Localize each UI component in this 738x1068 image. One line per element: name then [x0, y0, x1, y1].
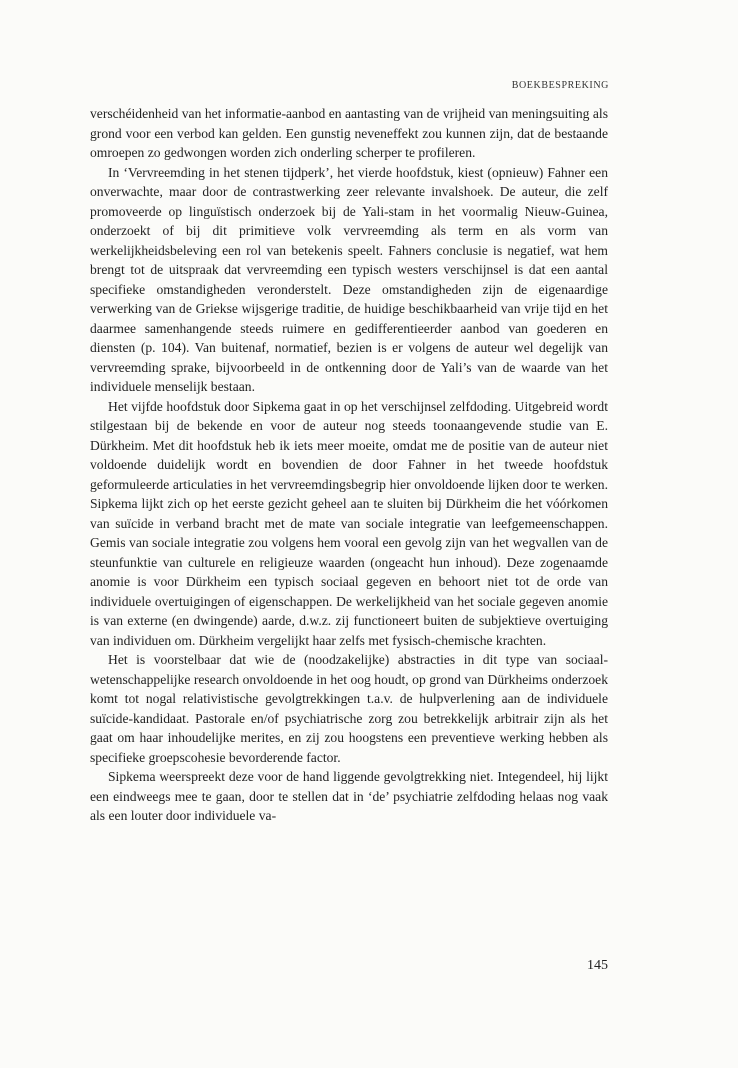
paragraph-5: Sipkema weerspreekt deze voor de hand liggende gevolgtrekking niet. Integendeel, hij lijkt een eindweegs mee te gaan, door te stellen dat in ‘de’ psychiatrie zelfdoding helaas nog vaak als een louter door individuele va-: [90, 769, 608, 823]
paragraph-3: Het vijfde hoofdstuk door Sipkema gaat in op het verschijnsel zelfdoding. Uitgebreid wordt stilgestaan bij de bekende en voor de auteur nog steeds toonaangevende studie van E. Dürkheim. Met dit hoofdstuk heb ik iets meer moeite, omdat me de positie van de auteur niet voldoende duidelijk wordt en bovendien de door Fahner in het tweede hoofdstuk geformuleerde articulaties in het vervreemdingsbegrip hier onvoldoende lijken door te werken. Sipkema lijkt zich op het eerste gezicht geheel aan te sluiten bij Dürkheim die het vóórkomen van suïcide in verband bracht met de mate van sociale integratie van leefgemeenschappen. Gemis van sociale integratie zou volgens hem vooral een gevolg zijn van het wegvallen van de steunfunktie van culturele en religieuze waarden (ongeacht hun inhoud). Deze zogenaamde anomie is voor Dürkheim een typisch sociaal gegeven en behoort niet tot de orde van individuele overtuigingen of eigenschappen. De werkelijkheid van het sociale gegeven anomie is van externe (en dwingende) aarde, d.w.z. zij functioneert buiten de subjektieve overtuiging van individuen om. Dürkheim vergelijkt haar zelfs met fysisch-chemische krachten.: [90, 398, 608, 648]
book-review-text: [90, 104, 608, 826]
paragraph-1: verschéidenheid van het informatie-aanbod en aantasting van de vrijheid van meningsuiting als grond voor een verbod kan gelden. Een gunstig neveneffekt zou kunnen zijn, dat de bestaande omroepen zo gedwongen worden zich onderling scherper te profileren.: [90, 106, 608, 160]
page-number: 145: [587, 958, 608, 973]
running-header: BOEKBESPREKING: [511, 80, 609, 91]
paragraph-2: In ‘Vervreemding in het stenen tijdperk’, het vierde hoofdstuk, kiest (opnieuw) Fahner een onverwachte, maar door de contrastwerking zeer relevante invalshoek. De auteur, die zelf promoveerde op linguïstisch onderzoek bij de Yali-stam in het voormalig Nieuw-Guinea, onderzoekt of bij dit primitieve volk vervreemding als term en als vorm van werkelijkheidsbeleving een rol van betekenis speelt. Fahners conclusie is negatief, wat hem brengt tot de uitspraak dat vervreemding een typisch westers verschijnsel is dat een aantal specifieke omstandigheden veronderstelt. Deze omstandigheden zijn de eigenaardige verwerking van de Griekse wijsgerige traditie, de huidige beschikbaarheid van vrije tijd en het daarmee samenhangende steeds ruimere en gedifferentieerder aanbod van goederen en diensten (p. 104). Van buitenaf, normatief, bezien is er volgens de auteur wel degelijk van vervreemding sprake, bijvoorbeeld in de ontkenning door de Yali’s van de waarde van het individuele menselijk bestaan.: [90, 164, 608, 394]
paragraph-4: Het is voorstelbaar dat wie de (noodzakelijke) abstracties in dit type van sociaal-wetenschappelijke research onvoldoende in het oog houdt, op grond van Dürkheims onderzoek komt tot nogal relativistische gevolgtrekkingen t.a.v. de hulpverlening aan de individuele suïcide-kandidaat. Pastorale en/of psychiatrische zorg zou betrekkelijk arbitrair zijn als het gaat om haar inhoudelijke merites, en zij zou hoogstens een preventieve werking hebben als specifieke groepscohesie bevorderende factor.: [90, 652, 608, 765]
